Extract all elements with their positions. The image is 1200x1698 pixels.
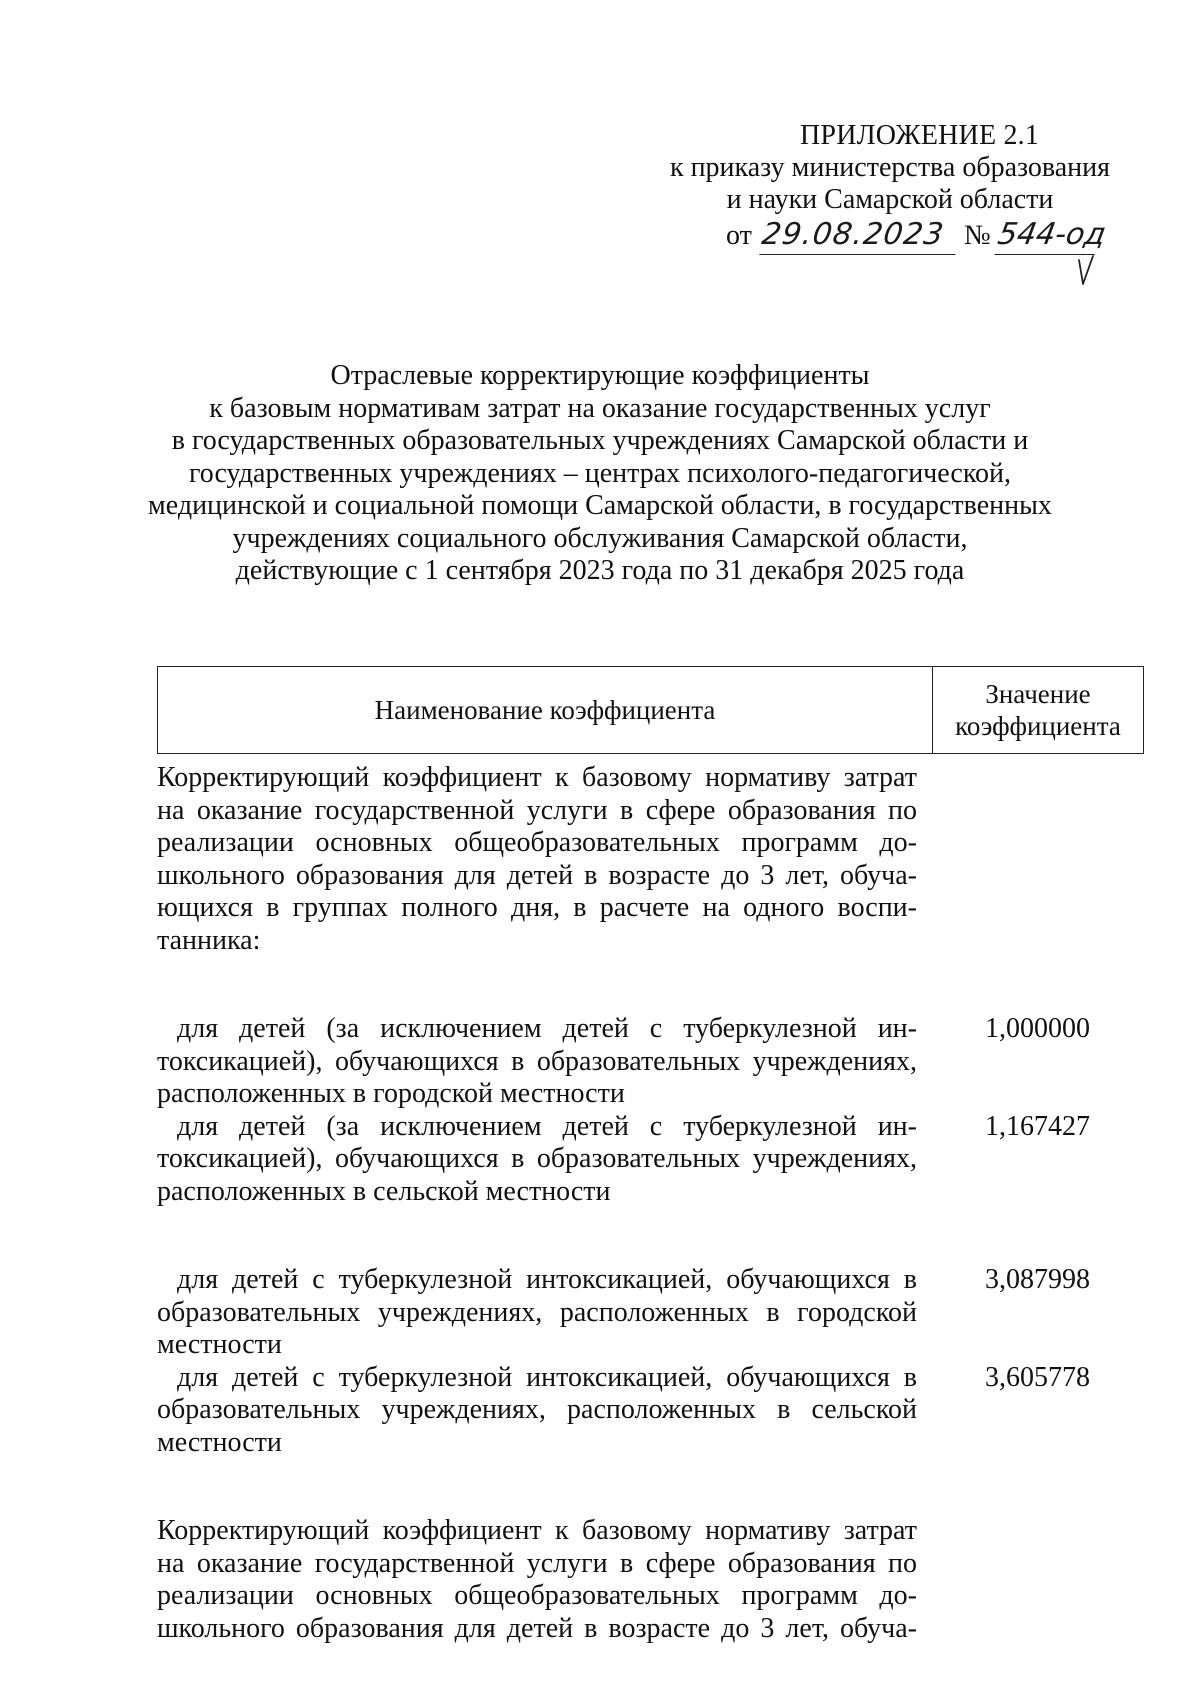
- section1-line-5: ющихся в группах полного дня, в расчете на одного воспи-: [157, 892, 917, 923]
- row1-line-3: расположенных в городской местности: [157, 1078, 625, 1109]
- attachment-title: ПРИЛОЖЕНИЕ 2.1: [800, 120, 1040, 151]
- row1-line-2: токсикацией), обучающихся в образовательных учреждениях,: [157, 1045, 917, 1077]
- title-line-7: действующие с 1 сентября 2023 года по 31 декабря 2025 года: [235, 555, 965, 586]
- row2-line-1: для детей (за исключением детей с туберкулезной ин-: [177, 1110, 917, 1142]
- row4-value: 3,605778: [985, 1361, 1090, 1393]
- section-heading-2: [157, 1515, 1144, 1645]
- row3-line-2: образовательных учреждениях, расположенных в городской: [157, 1296, 917, 1328]
- number-label: №: [964, 220, 991, 251]
- title-line-4: государственных учреждениях – центрах психолого-педагогической,: [189, 457, 1011, 489]
- section1-line-1: Корректирующий коэффициент к базовому нормативу затрат: [157, 762, 917, 793]
- title-line-5: медицинской и социальной помощи Самарской области, в государственных: [148, 490, 1052, 521]
- section1-line-6: танника:: [157, 924, 261, 956]
- document-title: [100, 360, 1100, 588]
- table-row: [157, 1111, 1144, 1209]
- section1-line-3: реализации основных общеобразовательных программ до-: [157, 827, 917, 858]
- row2-value: 1,167427: [985, 1110, 1090, 1142]
- section2-line-4: школьного образования для детей в возрасте до 3 лет, обуча-: [157, 1612, 917, 1644]
- from-label: от: [726, 220, 752, 251]
- coefficients-table: [157, 666, 1144, 1645]
- row3-value: 3,087998: [985, 1264, 1090, 1295]
- header-value-line-2: коэффициента: [955, 711, 1121, 741]
- row2-line-2: токсикацией), обучающихся в образовательных учреждениях,: [157, 1143, 917, 1174]
- attachment-header: [640, 120, 1140, 256]
- row3-line-1: для детей с туберкулезной интоксикацией, обучающихся в: [177, 1264, 917, 1295]
- handwritten-number: 544-од: [995, 216, 1102, 255]
- section1-line-4: школьного образования для детей в возрасте до 3 лет, обуча-: [157, 859, 917, 891]
- row4-line-3: местности: [157, 1426, 282, 1458]
- table-row: [157, 1264, 1144, 1362]
- section2-line-1: Корректирующий коэффициент к базовому нормативу затрат: [157, 1515, 917, 1546]
- row2-line-3: расположенных в сельской местности: [157, 1175, 611, 1207]
- section-heading-1: [157, 762, 1144, 957]
- table-row: [157, 1013, 1144, 1111]
- title-line-3: в государственных образовательных учреждениях Самарской области и: [171, 425, 1029, 456]
- table-row: [157, 1362, 1144, 1460]
- title-line-2: к базовым нормативам затрат на оказание государственных услуг: [209, 392, 991, 424]
- row1-value: 1,000000: [985, 1013, 1090, 1044]
- table-header: [157, 666, 1144, 754]
- attachment-date-line: [640, 216, 1140, 256]
- title-line-6: учреждениях социального обслуживания Самарской области,: [232, 522, 968, 554]
- table-body: [157, 762, 1144, 1645]
- handwritten-checkmark-icon: [1076, 254, 1096, 290]
- row3-line-3: местности: [157, 1329, 282, 1360]
- row4-line-1: для детей с туберкулезной интоксикацией, обучающихся в: [177, 1361, 917, 1393]
- header-value-line-1: Значение: [985, 679, 1091, 709]
- attachment-line-2: и науки Самарской области: [726, 184, 1054, 215]
- title-line-1: Отраслевые корректирующие коэффициенты: [330, 360, 870, 391]
- section2-line-3: реализации основных общеобразовательных программ до-: [157, 1580, 917, 1611]
- attachment-line-1: к приказу министерства образования: [669, 152, 1111, 183]
- header-value: [933, 667, 1143, 753]
- row4-line-2: образовательных учреждениях, расположенных в сельской: [157, 1394, 917, 1425]
- header-name: Наименование коэффициента: [158, 667, 933, 753]
- handwritten-date: 29.08.2023: [759, 216, 960, 255]
- section1-line-2: на оказание государственной услуги в сфере образования по: [157, 794, 917, 826]
- section2-line-2: на оказание государственной услуги в сфере образования по: [157, 1547, 917, 1579]
- row1-line-1: для детей (за исключением детей с туберкулезной ин-: [177, 1013, 917, 1044]
